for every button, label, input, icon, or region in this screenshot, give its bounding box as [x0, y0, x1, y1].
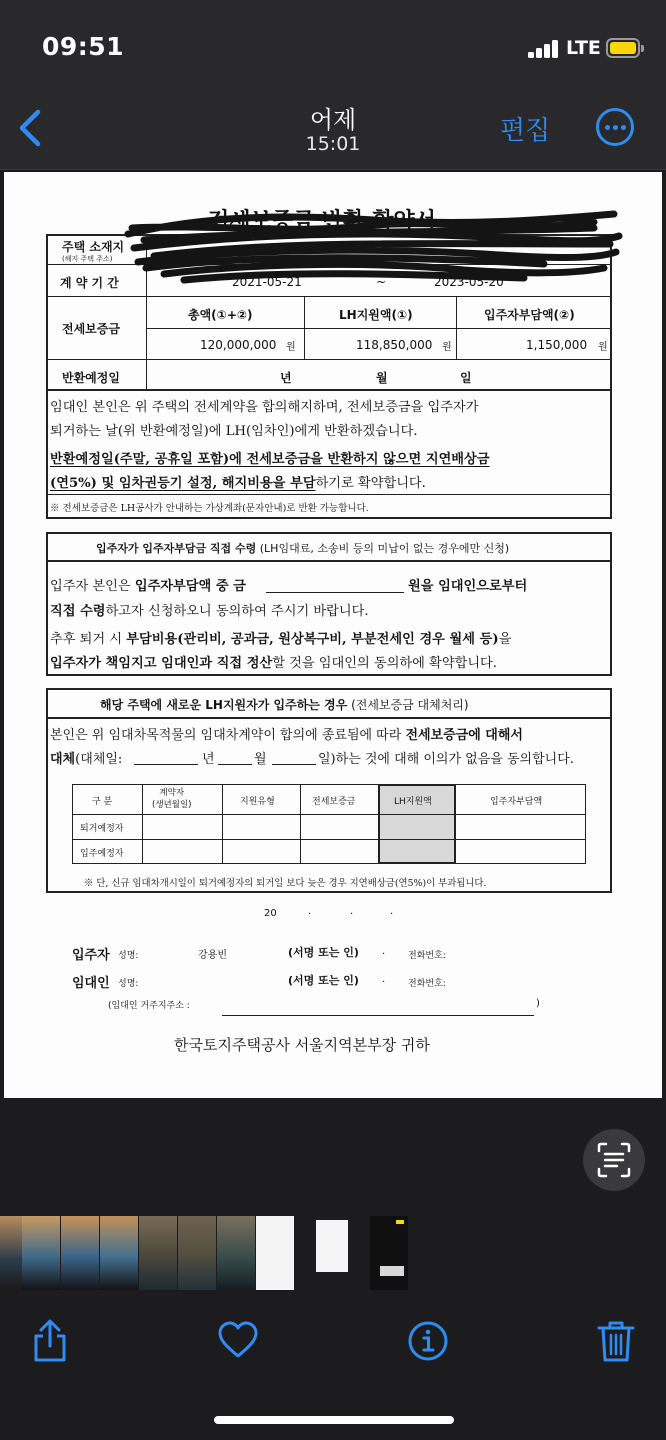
- contract-tilde: ~: [376, 275, 387, 289]
- sec2-line2: [50, 600, 369, 619]
- thumbnail[interactable]: [100, 1216, 138, 1290]
- sec3-l2-e: 일)하는 것에 대해 이의가 없음을 동의합니다.: [318, 752, 574, 767]
- won-unit: 원: [598, 342, 608, 353]
- return-date-label: 반환예정일: [62, 371, 120, 385]
- landlord-address-end: ): [536, 998, 540, 1009]
- para2-line2: [50, 472, 426, 491]
- sec2-title-rest: (LH임대료, 소송비 등의 미납이 없는 경우에만 신청): [256, 542, 510, 555]
- address-sublabel: (해지 주택 주소): [62, 255, 113, 263]
- deposit-tenant-value: 1,150,000: [526, 338, 588, 352]
- tenant-label: 입주자: [72, 948, 110, 963]
- table-header-deposit: 전세보증금: [312, 797, 356, 807]
- table-header-tenant: 입주자부담액: [490, 797, 543, 807]
- sec2-line4: [50, 652, 497, 671]
- landlord-sign: (서명 또는 인): [288, 974, 359, 987]
- dot: .: [382, 946, 386, 957]
- address-label: 주택 소재지: [62, 240, 125, 254]
- thumbnail[interactable]: [217, 1216, 255, 1290]
- contract-label: 계 약 기 간: [60, 276, 119, 290]
- table-header-support-type: 지원유형: [240, 797, 275, 807]
- para2-bold2: (연5%) 및 임차권등기 설정, 해지비용을 부담: [50, 476, 316, 491]
- note1: ※ 전세보증금은 LH공사가 안내하는 가상계좌(문자안내)로 반환 가능합니다.: [50, 503, 369, 514]
- sec2-l2-a: 직접 수령: [50, 604, 106, 619]
- dot: .: [350, 906, 354, 917]
- table-row-leaving: 퇴거예정자: [80, 824, 124, 834]
- table-header-category: 구 분: [92, 797, 113, 807]
- thumbnail[interactable]: [178, 1216, 216, 1290]
- live-text-icon: [583, 1129, 645, 1191]
- note2: ※ 단, 신규 임대차개시일이 퇴거예정자의 퇴거일 보다 늦은 경우 지연배상금(연5%)이 부과됩니다.: [84, 878, 487, 889]
- dot: .: [382, 974, 386, 985]
- sec3-line1: [50, 724, 523, 743]
- sec2-l1-c: 원을 임대인으로부터: [408, 579, 528, 594]
- deposit-total-value: 120,000,000: [200, 338, 277, 352]
- status-bar: [0, 0, 666, 90]
- deposit-lh-value: 118,850,000: [356, 338, 433, 352]
- sec3-l2-a: 대체: [50, 752, 76, 767]
- sec3-line2: [50, 748, 122, 767]
- month-label: 월: [376, 371, 388, 385]
- more-options-icon[interactable]: [596, 108, 634, 146]
- sec3-l1-b: 전세보증금에 대해서: [405, 728, 523, 743]
- battery-icon: [606, 38, 640, 58]
- deposit-header-lh: LH지원액(①): [339, 308, 413, 322]
- edit-button[interactable]: 편집: [500, 116, 551, 146]
- para1-line1: 임대인 본인은 위 주택의 전세계약을 합의해지하며, 전세보증금을 입주자가: [50, 400, 479, 415]
- dot: .: [390, 906, 394, 917]
- sec2-l3-a: 추후 퇴거 시: [50, 632, 127, 647]
- dot: .: [308, 906, 312, 917]
- sec2-l3-b: 부담비용(관리비, 공과금, 원상복구비, 부분전세인 경우 월세 등): [126, 632, 499, 647]
- day-label: 일: [460, 371, 472, 385]
- thumbnail[interactable]: [370, 1216, 408, 1290]
- date-prefix: 20: [264, 908, 277, 919]
- thumbnail[interactable]: [61, 1216, 99, 1290]
- bottom-toolbar: [0, 1300, 666, 1440]
- landlord-name-label: 성명:: [118, 979, 139, 989]
- doc-footer: 한국토지주택공사 서울지역본부장 귀하: [174, 1036, 430, 1054]
- trash-icon[interactable]: [594, 1318, 638, 1364]
- sec3-l1-a: 본인은 위 임대차목적물의 임대차계약이 합의에 종료됨에 따라: [50, 728, 406, 743]
- tenant-name: 강용빈: [198, 950, 227, 961]
- sec2-l2-b: 하고자 신청하오니 동의하여 주시기 바랍니다.: [105, 604, 369, 619]
- thumbnail[interactable]: [22, 1216, 60, 1290]
- favorite-heart-icon[interactable]: [216, 1318, 260, 1364]
- signal-icon: [528, 40, 560, 58]
- year-label: 년: [280, 371, 292, 385]
- deposit-label: 전세보증금: [62, 322, 120, 336]
- deposit-header-tenant: 입주자부담액(②): [484, 308, 575, 322]
- sec3-title-bold: 해당 주택에 새로운 LH지원자가 입주하는 경우: [100, 698, 348, 712]
- landlord-address-label: (임대인 거주지주소 :: [108, 1001, 190, 1011]
- sec2-line3: [50, 628, 511, 647]
- home-indicator[interactable]: [214, 1416, 454, 1424]
- thumbnail[interactable]: [256, 1216, 294, 1290]
- table-header-lh: LH지원액: [394, 797, 432, 807]
- para2-bold1: 반환예정일(주말, 공휴일 포함)에 전세보증금을 반환하지 않으면 지연배상금: [50, 452, 490, 467]
- sec2-l1-a: 입주자 본인은: [50, 579, 135, 594]
- live-text-button[interactable]: [583, 1129, 645, 1191]
- para1-line2: 퇴거하는 날(위 반환예정일)에 LH(임차인)에게 반환하겠습니다.: [50, 424, 418, 439]
- table-header-contractor: 계약자 (생년월일): [152, 788, 192, 810]
- thumbnail[interactable]: [139, 1216, 177, 1290]
- contract-start: 2021-05-21: [232, 275, 302, 289]
- nav-bar: [0, 90, 666, 170]
- thumbnail-strip[interactable]: [0, 1216, 666, 1292]
- nav-title: 어제: [309, 106, 357, 134]
- document-photo: [4, 172, 662, 1098]
- landlord-label: 임대인: [72, 976, 110, 991]
- status-time: 09:51: [42, 32, 125, 61]
- sec3-l2-b: (대체일:: [75, 752, 123, 767]
- sec2-l3-c: 을: [498, 632, 512, 647]
- tenant-sign: (서명 또는 인): [288, 946, 359, 959]
- sec3-month: 월: [254, 752, 267, 767]
- sec2-line1: [50, 575, 246, 594]
- won-unit: 원: [442, 342, 452, 353]
- table-row-moving-in: 입주예정자: [80, 849, 124, 859]
- para2-tail: 하기로 확약합니다.: [315, 476, 426, 491]
- share-icon[interactable]: [28, 1318, 72, 1364]
- thumbnail[interactable]: [0, 1216, 22, 1290]
- redaction-scribble: [124, 204, 624, 294]
- sec2-l1-b: 입주자부담액 중 금: [134, 579, 246, 594]
- sec3-title-rest: (전세보증금 대체처리): [347, 698, 469, 712]
- sec2-title: [96, 540, 509, 556]
- sec3-year: 년: [202, 752, 215, 767]
- sec2-l4-a: 입주자가 책임지고 임대인과 직접 정산: [50, 656, 273, 671]
- sec2-l4-b: 할 것을 임대인의 동의하에 확약합니다.: [272, 656, 497, 671]
- contract-end: 2023-05-20: [434, 275, 504, 289]
- landlord-phone-label: 전화번호:: [408, 979, 446, 989]
- network-label: LTE: [566, 37, 601, 59]
- thumbnail-selected[interactable]: [312, 1216, 352, 1290]
- tenant-phone-label: 전화번호:: [408, 951, 446, 961]
- doc-title: 전세보증금 반환 확약서: [208, 209, 436, 234]
- sec2-title-bold: 입주자가 입주자부담금 직접 수령: [96, 542, 257, 555]
- tenant-name-label: 성명:: [118, 951, 139, 961]
- deposit-header-total: 총액(①+②): [188, 308, 253, 322]
- nav-subtitle: 15:01: [305, 133, 361, 155]
- info-icon[interactable]: [406, 1318, 450, 1364]
- won-unit: 원: [286, 342, 296, 353]
- sec3-title: [100, 696, 469, 713]
